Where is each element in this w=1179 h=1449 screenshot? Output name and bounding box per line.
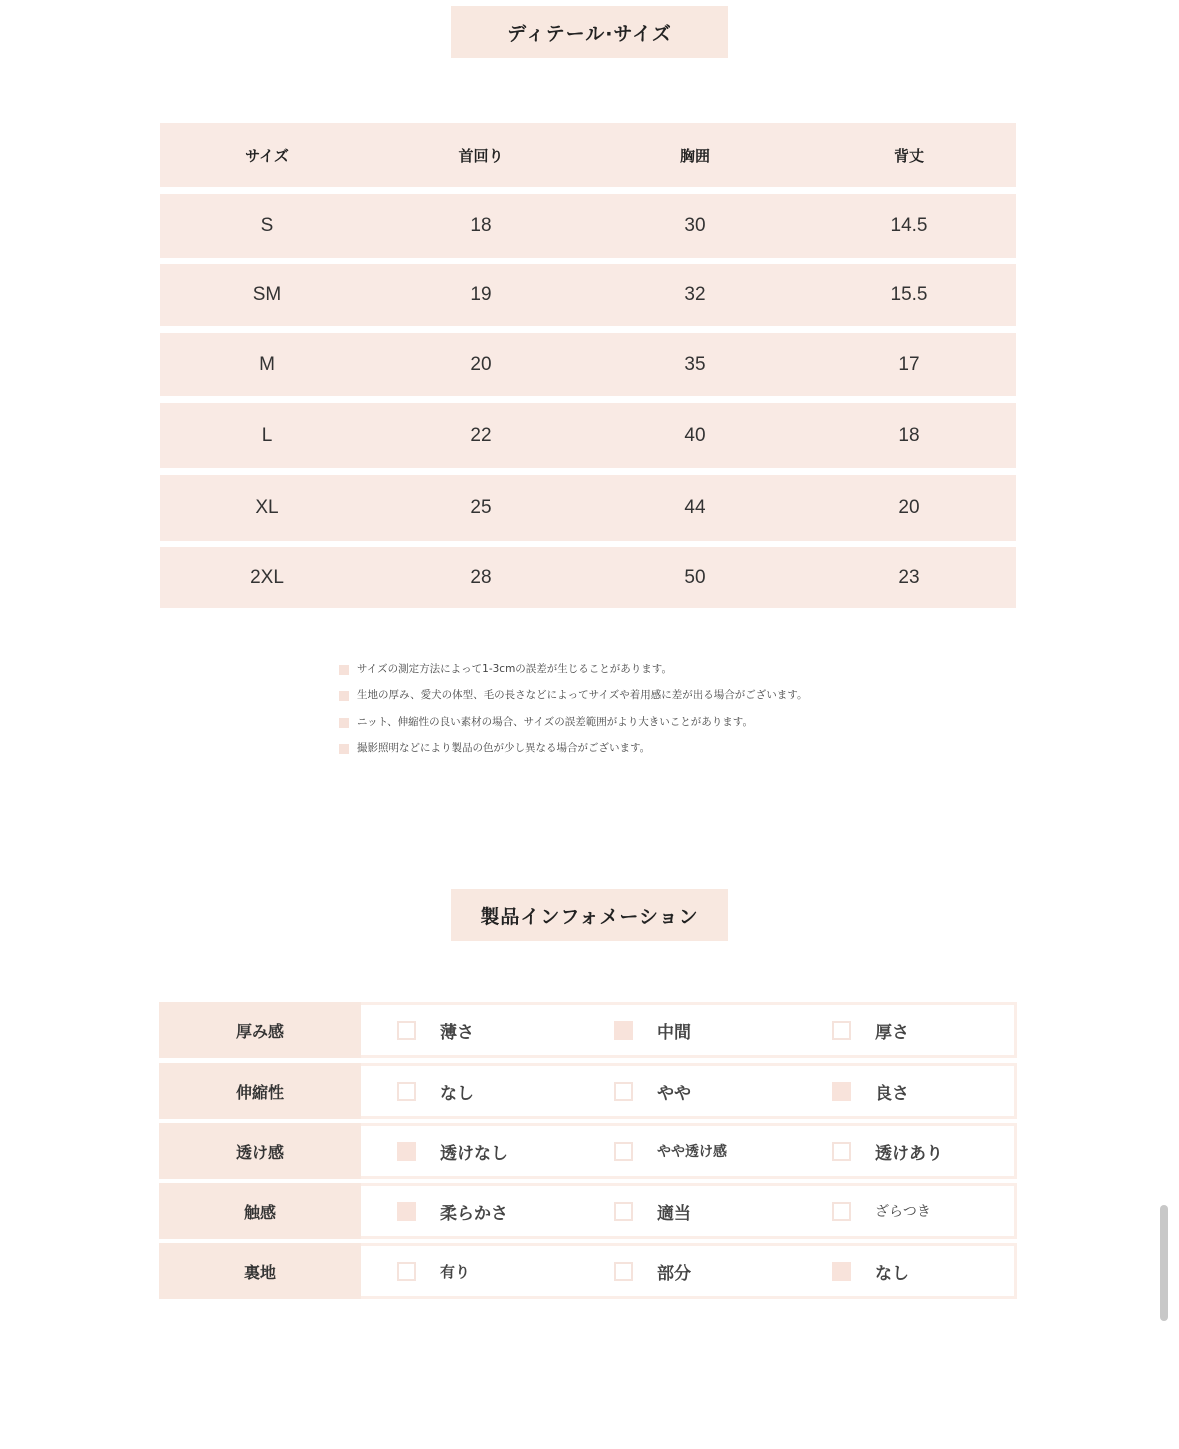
info-section-title: 製品インフォメーション [451, 889, 728, 941]
chest-cell: 44 [684, 497, 706, 518]
option-label: 有り [440, 1262, 471, 1281]
scrollbar[interactable] [1160, 1205, 1168, 1321]
info-options [361, 1002, 1017, 1058]
bullet-square-icon [339, 744, 349, 754]
size-cell: SM [252, 284, 282, 305]
chest-cell: 30 [684, 215, 706, 236]
info-row-label: 伸縮性 [159, 1063, 361, 1119]
option [397, 1126, 508, 1176]
info-row-lining [159, 1243, 1017, 1299]
bullet-square-icon [339, 718, 349, 728]
table-row [160, 475, 1016, 541]
neck-cell: 28 [470, 566, 492, 588]
info-row-label: 厚み感 [159, 1002, 361, 1058]
option [614, 1005, 691, 1055]
checkbox-icon [832, 1202, 851, 1221]
option [397, 1246, 470, 1296]
option-label: 透けあり [875, 1143, 943, 1164]
info-options [361, 1183, 1017, 1239]
option-label: ざらつき [875, 1204, 931, 1220]
checkbox-checked-icon [397, 1202, 416, 1221]
option [614, 1186, 691, 1236]
option-label: 部分 [657, 1263, 691, 1284]
size-cell: S [260, 215, 274, 236]
checkbox-checked-icon [832, 1082, 851, 1101]
option-label: 良さ [875, 1083, 909, 1104]
info-row-label: 裏地 [159, 1243, 361, 1299]
checkbox-icon [614, 1202, 633, 1221]
checkbox-icon [614, 1142, 633, 1161]
size-table-header [160, 123, 1016, 187]
info-options [361, 1123, 1017, 1179]
info-row-sheerness [159, 1123, 1017, 1179]
option [832, 1126, 943, 1176]
option-label: 薄さ [440, 1022, 474, 1043]
table-row [160, 547, 1016, 608]
checkbox-icon [397, 1021, 416, 1040]
back-length-cell: 18 [898, 424, 920, 446]
note-text: ニット、伸縮性の良い素材の場合、サイズの誤差範囲がより大きいことがあります。 [357, 715, 753, 728]
neck-cell: 20 [470, 353, 492, 375]
size-section-title: ディテール·サイズ [451, 6, 728, 58]
option-label: 柔らかさ [440, 1203, 508, 1224]
neck-cell: 18 [470, 215, 492, 236]
back-length-cell: 23 [898, 566, 920, 588]
table-row [160, 403, 1016, 468]
checkbox-checked-icon [397, 1142, 416, 1161]
back-length-cell: 20 [898, 497, 920, 518]
option [832, 1186, 931, 1236]
info-row-texture [159, 1183, 1017, 1239]
product-info-table [159, 1002, 1017, 1300]
option-label: 透けなし [440, 1143, 508, 1164]
info-row-stretch [159, 1063, 1017, 1119]
option [832, 1066, 909, 1116]
checkbox-checked-icon [832, 1262, 851, 1281]
option-label: やや透け感 [657, 1144, 727, 1160]
note-text: 生地の厚み、愛犬の体型、毛の長さなどによってサイズや着用感に差が出る場合がございます。 [357, 689, 808, 702]
info-row-label: 触感 [159, 1183, 361, 1239]
checkbox-icon [397, 1082, 416, 1101]
option [832, 1005, 909, 1055]
list-item [339, 735, 899, 762]
option [614, 1246, 691, 1296]
option-label: なし [875, 1263, 909, 1284]
chest-cell: 40 [684, 424, 706, 446]
neck-cell: 22 [470, 424, 492, 446]
back-length-cell: 14.5 [890, 215, 928, 236]
checkbox-icon [614, 1262, 633, 1281]
info-row-thickness [159, 1002, 1017, 1058]
option-label: 中間 [657, 1022, 691, 1043]
header-back-length: 背丈 [893, 146, 924, 165]
chest-cell: 32 [684, 284, 706, 305]
size-cell: M [259, 353, 275, 375]
checkbox-icon [397, 1262, 416, 1281]
back-length-cell: 17 [898, 353, 920, 375]
list-item [339, 655, 899, 682]
list-item [339, 682, 899, 709]
option [614, 1066, 691, 1116]
option [397, 1186, 508, 1236]
neck-cell: 19 [470, 284, 492, 305]
neck-cell: 25 [470, 497, 492, 518]
table-row [160, 333, 1016, 396]
bullet-square-icon [339, 665, 349, 675]
option [614, 1126, 727, 1176]
option [397, 1066, 474, 1116]
info-row-label: 透け感 [159, 1123, 361, 1179]
checkbox-icon [614, 1082, 633, 1101]
chest-cell: 35 [684, 353, 706, 375]
chest-cell: 50 [684, 566, 706, 588]
note-text: サイズの測定方法によって1-3cmの誤差が生じることがあります。 [357, 662, 672, 675]
back-length-cell: 15.5 [890, 284, 928, 305]
checkbox-checked-icon [614, 1021, 633, 1040]
bullet-square-icon [339, 691, 349, 701]
info-options [361, 1063, 1017, 1119]
size-cell: 2XL [250, 566, 284, 588]
size-cell: XL [255, 497, 279, 518]
checkbox-icon [832, 1142, 851, 1161]
option-label: やや [657, 1083, 691, 1104]
option-label: なし [440, 1083, 474, 1104]
option [832, 1246, 909, 1296]
size-notes [339, 655, 899, 761]
header-size: サイズ [245, 146, 289, 165]
option-label: 適当 [657, 1203, 691, 1224]
note-text: 撮影照明などにより製品の色が少し異なる場合がございます。 [357, 742, 651, 755]
header-chest: 胸囲 [679, 146, 710, 165]
checkbox-icon [832, 1021, 851, 1040]
list-item [339, 708, 899, 735]
table-row [160, 194, 1016, 258]
header-neck: 首回り [458, 146, 504, 165]
option-label: 厚さ [875, 1022, 909, 1043]
size-cell: L [261, 424, 273, 446]
option [397, 1005, 474, 1055]
table-row [160, 264, 1016, 326]
info-options [361, 1243, 1017, 1299]
